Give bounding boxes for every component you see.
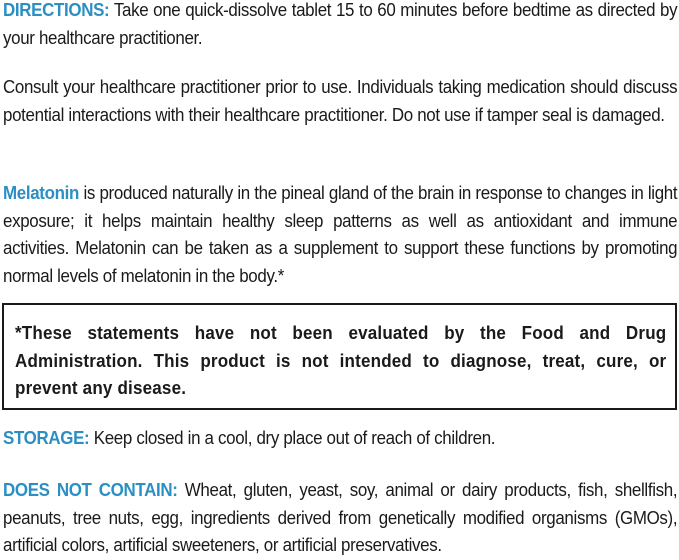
does-not-contain-label: DOES NOT CONTAIN:	[3, 480, 178, 500]
directions-paragraph	[3, 0, 677, 52]
melatonin-label: Melatonin	[3, 183, 80, 203]
melatonin-text: is produced naturally in the pineal gland of the brain in response to changes in light exposure; it helps maintain healthy sleep patterns as well as antioxidant and immune activities. Melatonin can be taken as a supplement to support these functions by promoting normal levels of melatonin in the body.*	[3, 183, 678, 286]
fda-disclaimer-box	[2, 303, 677, 410]
storage-paragraph	[3, 425, 677, 453]
does-not-contain-paragraph	[3, 477, 677, 560]
storage-label: STORAGE:	[3, 428, 90, 448]
caution-paragraph: Consult your healthcare practitioner prior to use. Individuals taking medication should discuss potential interactions with their healthcare practitioner. Do not use if tamper seal is damaged.	[3, 77, 678, 125]
melatonin-paragraph	[3, 180, 677, 290]
does-not-contain-text: Wheat, gluten, yeast, soy, animal or dairy products, fish, shellfish, peanuts, tree nuts, egg, ingredients derived from genetically modified organisms (GMOs), artificial colors, artificial sweeteners, or artificial preservatives.	[3, 480, 678, 555]
directions-text: Take one quick-dissolve tablet 15 to 60 minutes before bedtime as directed by your healthcare practitioner.	[3, 0, 678, 48]
directions-label: DIRECTIONS:	[3, 0, 110, 20]
storage-text: Keep closed in a cool, dry place out of reach of children.	[89, 428, 496, 448]
fda-disclaimer-text: *These statements have not been evaluated by the Food and Drug Administration. This product is not intended to diagnose, treat, cure, or prevent any disease.	[15, 322, 667, 398]
